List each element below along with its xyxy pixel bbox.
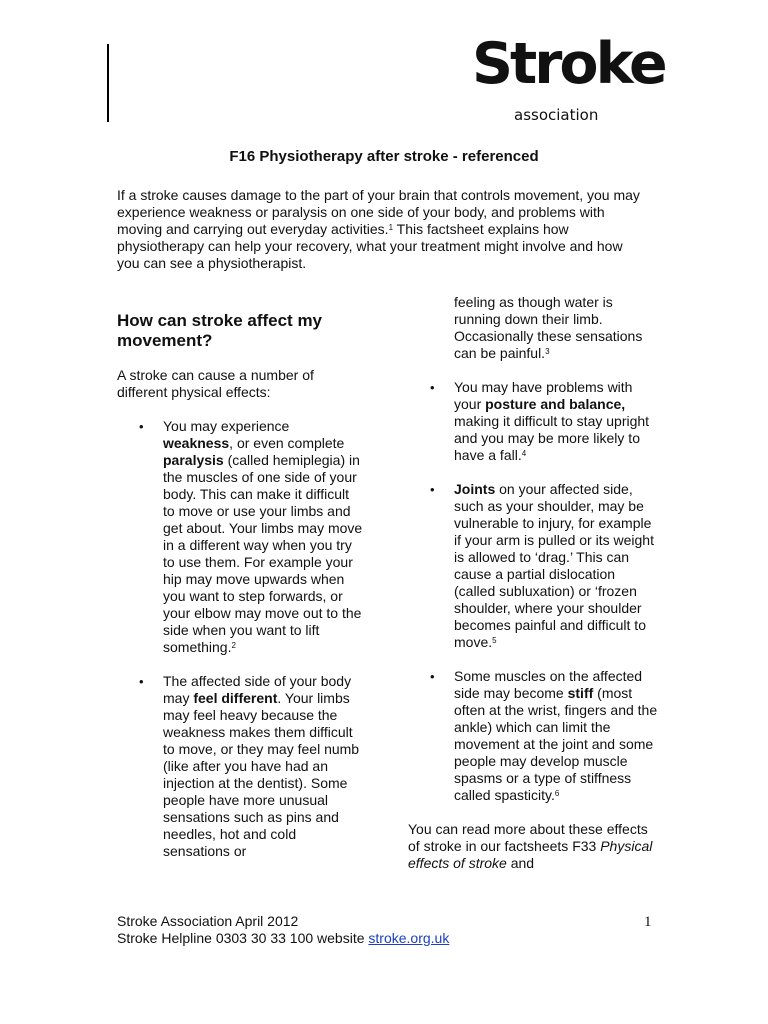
list-item-posture xyxy=(408,379,658,464)
intro-paragraph xyxy=(117,187,649,272)
item-text: You may have problems with your xyxy=(454,379,633,412)
item-ref: 6 xyxy=(554,789,560,798)
closing-italic: Physical effects of stroke xyxy=(408,838,653,871)
bullet-icon: • xyxy=(430,482,435,497)
item-text: making it difficult to stay upright and you may be more likely to have a fall. xyxy=(454,413,650,463)
item-bold: posture and balance, xyxy=(485,396,626,412)
item-bold: weakness xyxy=(163,435,230,451)
page-title: F16 Physiotherapy after stroke - referenced xyxy=(229,148,539,165)
bullet-icon: • xyxy=(430,669,435,684)
logo-subtitle: association xyxy=(514,106,599,124)
section-heading: How can stroke affect my movement? xyxy=(117,311,323,350)
list-item-continuation xyxy=(408,294,658,362)
list-item-weakness xyxy=(117,418,363,656)
item-ref: 5 xyxy=(492,636,497,645)
item-text: (most often at the wrist, fingers and the ankle) which can limit the movement at the joint and some people may develop muscle spasms or a type of stiffness called spasticity. xyxy=(454,685,658,803)
item-bold: Joints xyxy=(454,481,496,497)
item-text: . Your limbs may feel heavy because the weakness makes them difficult to move, or they may feel numb (like after you have had an injection at the dentist). Some people have more unusual sensations such as pins and needles, hot and cold sensations or xyxy=(163,690,360,859)
list-item-feel-different xyxy=(117,673,363,860)
item-text: You may experience xyxy=(163,418,290,434)
item-text: on your affected side, such as your shoulder, may be vulnerable to injury, for example if your arm is pulled or its weight is allowed to ‘drag.’ This can cause a partial dislocation (called subluxation) or ‘frozen shoulder, where your shoulder becomes painful and difficult to move. xyxy=(454,481,654,650)
closing-text: and xyxy=(506,855,535,871)
item-text: , or even complete xyxy=(229,435,345,451)
list-item-joints xyxy=(408,481,658,651)
margin-rule xyxy=(107,44,109,122)
item-bold: paralysis xyxy=(163,452,224,468)
item-text: Some muscles on the affected side may become xyxy=(454,668,643,701)
bullet-icon: • xyxy=(139,419,144,434)
intro-ref: 1 xyxy=(388,223,394,232)
effects-list xyxy=(117,418,363,860)
effects-list-continued xyxy=(408,379,658,804)
stroke-association-logo xyxy=(472,31,665,128)
logo-wordmark: Stroke xyxy=(472,31,665,97)
intro-text-2: This factsheet explains how physiotherapy can help your recovery, what your treatment might involve and how you can see a physiotherapist. xyxy=(117,221,623,271)
section-lead: A stroke can cause a number of different physical effects: xyxy=(117,367,314,400)
item-ref: 2 xyxy=(231,641,236,650)
item-text: The affected side of your body may xyxy=(163,673,352,706)
item-text: (called hemiplegia) in the muscles of one side of your body. This can make it difficult to move or use your limbs and get about. Your limbs may move in a different way when you try to use them. For example your hip may move upwards when you want to step forwards, or your elbow may move out to the side when you want to lift something. xyxy=(163,452,363,655)
website-link[interactable]: stroke.org.uk xyxy=(368,930,450,946)
list-item-stiff xyxy=(408,668,658,804)
bullet-icon: • xyxy=(430,380,435,395)
item-bold: stiff xyxy=(567,685,594,701)
bullet-icon: • xyxy=(139,674,144,689)
footer-helpline: Stroke Helpline 0303 30 33 100 website xyxy=(117,930,369,946)
closing-text: You can read more about these effects of stroke in our factsheets F33 xyxy=(408,821,648,854)
page-footer xyxy=(117,913,449,947)
item-ref: 4 xyxy=(521,449,527,458)
closing-paragraph xyxy=(408,821,658,872)
item-bold: feel different xyxy=(193,690,278,706)
footer-line-2 xyxy=(117,930,449,947)
item-ref: 3 xyxy=(545,347,550,356)
intro-text: If a stroke causes damage to the part of your brain that controls movement, you may experience weakness or paralysis on one side of your body, and problems with moving and carrying out everyday activities. xyxy=(117,187,640,237)
item-text: feeling as though water is running down their limb. Occasionally these sensations can be painful. xyxy=(454,294,643,361)
page-number: 1 xyxy=(644,914,652,930)
footer-line-1: Stroke Association April 2012 xyxy=(117,913,299,929)
left-column xyxy=(117,311,363,877)
right-column xyxy=(408,294,658,889)
